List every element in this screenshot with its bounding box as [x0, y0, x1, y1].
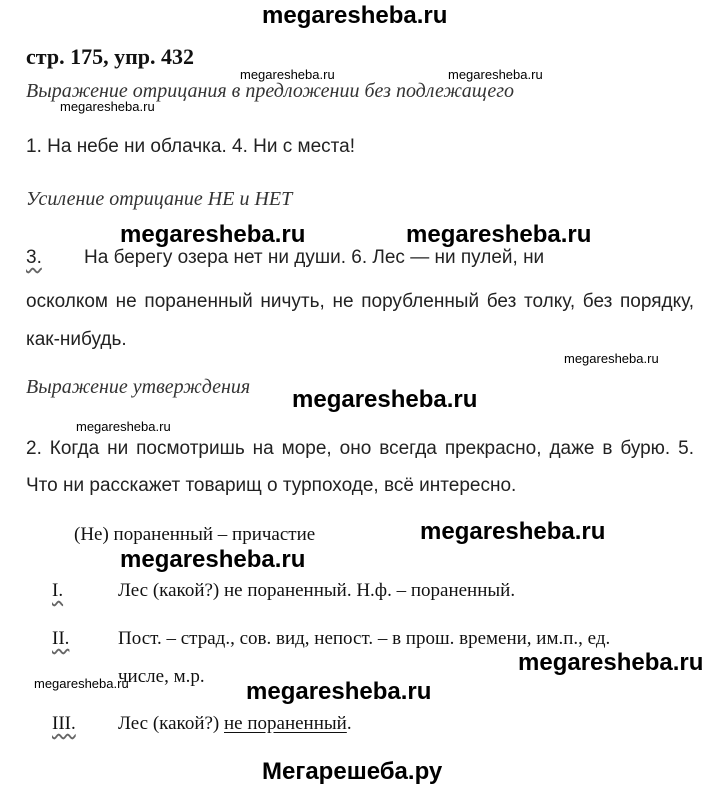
section-heading-negation: Выражение отрицания в предложении без подлежащего: [26, 80, 515, 102]
section-heading-affirmation: Выражение утверждения: [26, 376, 251, 398]
watermark: megaresheba.ru: [518, 649, 704, 676]
section-line-intensification: На берегу озера нет ни души. 6. Лес — ни пулей, ни: [84, 247, 545, 268]
roman-numeral-1: I.: [52, 580, 64, 601]
section-text-negation: 1. На небе ни облачка. 4. Ни с места!: [26, 136, 356, 157]
watermark-small: megaresheba.ru: [240, 67, 335, 82]
watermark-small: megaresheba.ru: [76, 419, 171, 434]
analysis-item-3-prefix: Лес (какой?): [118, 713, 224, 734]
watermark: megaresheba.ru: [120, 221, 306, 248]
roman-numeral-2: II.: [52, 628, 70, 649]
watermark: megaresheba.ru: [246, 678, 432, 705]
analysis-item-3-underlined: не пораненный: [224, 713, 347, 734]
roman-numeral-3: III.: [52, 713, 76, 734]
watermark: megaresheba.ru: [420, 518, 606, 545]
section-text-intensification: осколком не пораненный ничуть, не порубленный без толку, без порядку, как-нибудь.: [26, 291, 694, 350]
section-heading-intensification: Усиление отрицание НЕ и НЕТ: [26, 188, 293, 210]
analysis-item-3: [118, 713, 352, 735]
watermark-top: megaresheba.ru: [262, 2, 448, 29]
watermark: megaresheba.ru: [406, 221, 592, 248]
section-text-affirmation: 2. Когда ни посмотришь на море, оно всегда прекрасно, даже в бурю. 5. Что ни расскажет товарищ о турпоходе, всё интересно.: [26, 438, 694, 496]
footer-brand: Мегарешеба.ру: [262, 758, 443, 785]
analysis-item-3-suffix: .: [346, 713, 352, 734]
analysis-item-1: Лес (какой?) не пораненный. Н.ф. – пораненный.: [118, 580, 516, 601]
watermark: megaresheba.ru: [292, 386, 478, 413]
analysis-item-2-continued: числе, м.р.: [118, 666, 205, 687]
watermark-small: megaresheba.ru: [34, 676, 129, 691]
watermark-small: megaresheba.ru: [564, 351, 659, 366]
analysis-title: (Не) пораненный – причастие: [74, 524, 316, 545]
analysis-item-2: Пост. – страд., сов. вид, непост. – в прош. времени, им.п., ед.: [118, 628, 611, 649]
watermark-small: megaresheba.ru: [448, 67, 543, 82]
page-title: стр. 175, упр. 432: [26, 44, 194, 69]
sentence-number: 3.: [26, 247, 42, 268]
watermark: megaresheba.ru: [120, 546, 306, 573]
watermark-small: megaresheba.ru: [60, 99, 155, 114]
